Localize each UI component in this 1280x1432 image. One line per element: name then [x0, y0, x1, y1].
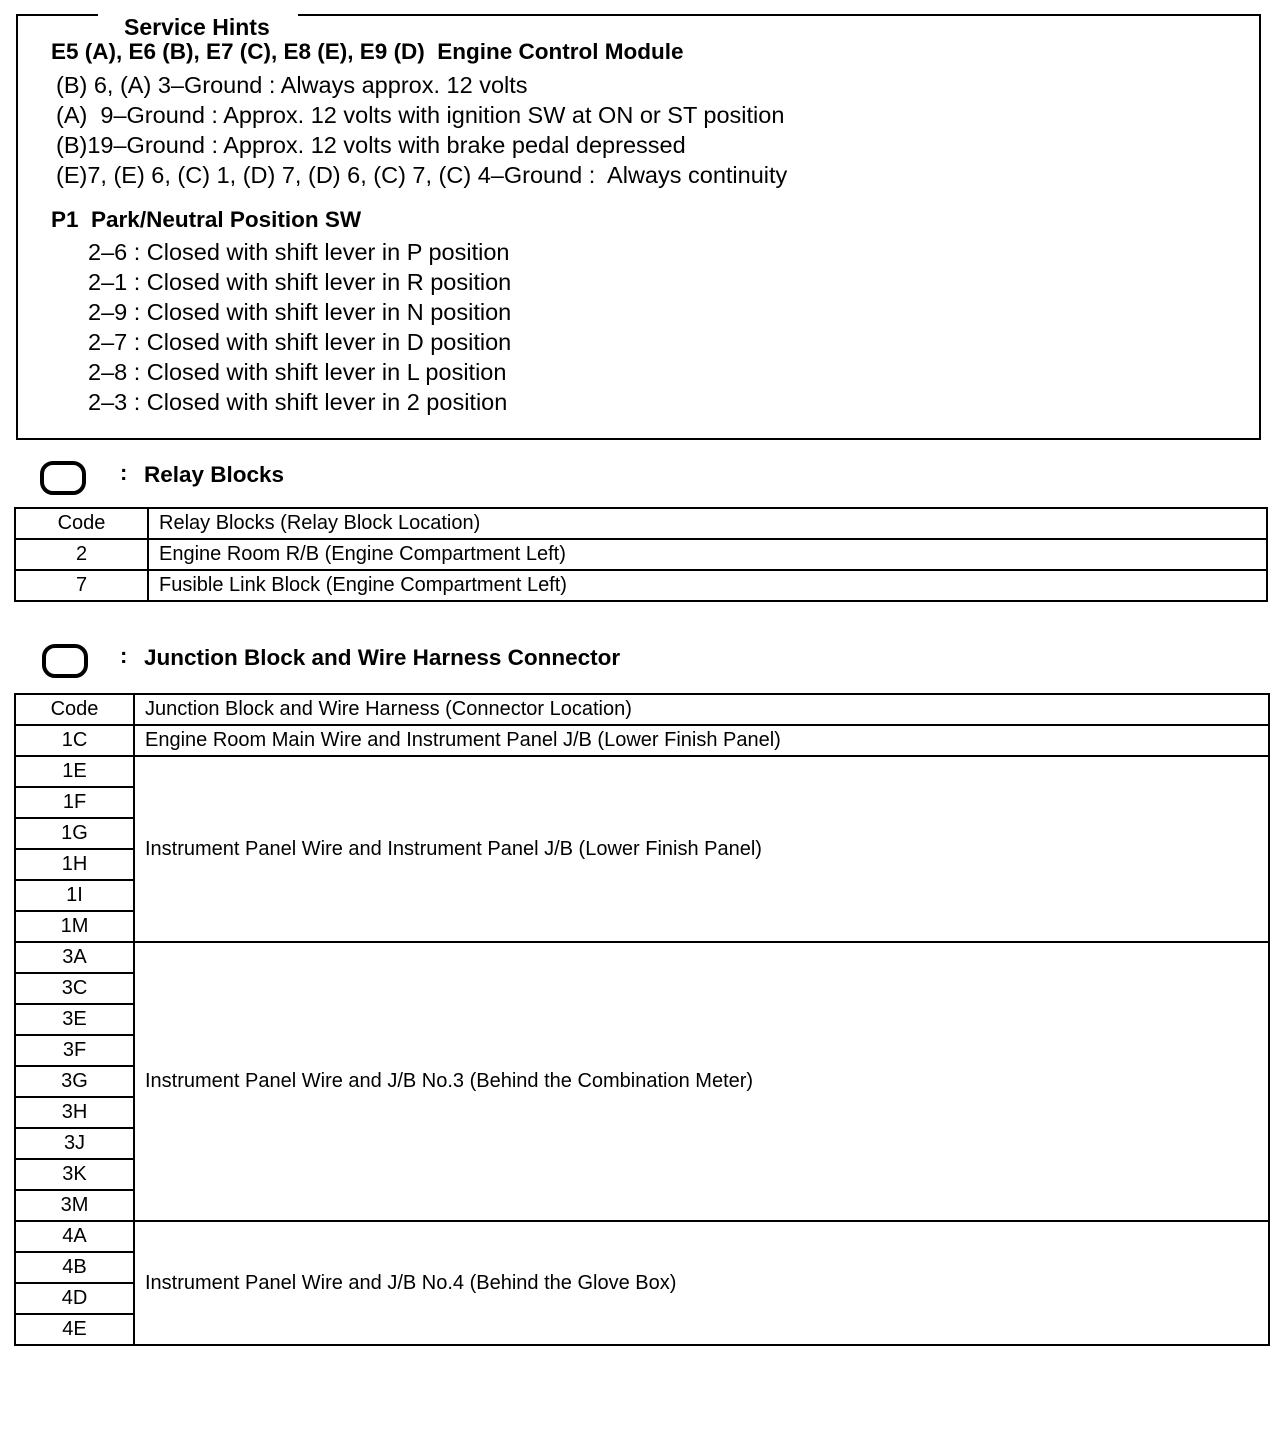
connector-code-cell: 4A: [15, 1221, 134, 1252]
location-header: Junction Block and Wire Harness (Connector Location): [134, 694, 1269, 725]
relay-blocks-title: Relay Blocks: [144, 462, 285, 487]
table-row: [15, 570, 1267, 601]
p1-heading: P1 Park/Neutral Position SW: [51, 207, 362, 232]
connector-code-cell: 4E: [15, 1314, 134, 1345]
service-hints-box: [16, 14, 1261, 440]
connector-code-cell: 3A: [15, 942, 134, 973]
connector-code-cell: 1F: [15, 787, 134, 818]
connector-code-cell: 3H: [15, 1097, 134, 1128]
connector-code-cell: 3E: [15, 1004, 134, 1035]
junction-block-symbol-icon: [42, 644, 88, 678]
relay-code-cell: 2: [15, 539, 148, 570]
relay-blocks-table: [14, 507, 1268, 602]
junction-blocks-colon: :: [120, 643, 128, 668]
connector-location-cell: Instrument Panel Wire and J/B No.4 (Behind the Glove Box): [134, 1221, 1269, 1345]
connector-code-cell: 1G: [15, 818, 134, 849]
connector-code-cell: 3K: [15, 1159, 134, 1190]
junction-blocks-table: [14, 693, 1270, 1346]
connector-code-cell: 1M: [15, 911, 134, 942]
code-header: Code: [15, 508, 148, 539]
connector-code-cell: 3G: [15, 1066, 134, 1097]
ecm-hint-line: (B) 6, (A) 3–Ground : Always approx. 12 volts: [56, 72, 528, 98]
connector-code-cell: 1I: [15, 880, 134, 911]
ecm-hint-line: (A) 9–Ground : Approx. 12 volts with ignition SW at ON or ST position: [56, 102, 785, 128]
table-row: [15, 539, 1267, 570]
ecm-heading: E5 (A), E6 (B), E7 (C), E8 (E), E9 (D) Engine Control Module: [51, 39, 684, 64]
connector-code-cell: 1E: [15, 756, 134, 787]
connector-location-cell: Instrument Panel Wire and Instrument Panel J/B (Lower Finish Panel): [134, 756, 1269, 942]
p1-hint-line: 2–8 : Closed with shift lever in L position: [88, 359, 507, 385]
p1-hint-line: 2–7 : Closed with shift lever in D position: [88, 329, 512, 355]
table-row: [15, 756, 1269, 787]
connector-code-cell: 1H: [15, 849, 134, 880]
connector-code-cell: 4D: [15, 1283, 134, 1314]
ecm-hint-line: (B)19–Ground : Approx. 12 volts with brake pedal depressed: [56, 132, 686, 158]
table-row: [15, 725, 1269, 756]
table-row: [15, 942, 1269, 973]
p1-hint-line: 2–3 : Closed with shift lever in 2 position: [88, 389, 508, 415]
table-header-row: [15, 508, 1267, 539]
p1-hint-line: 2–6 : Closed with shift lever in P position: [88, 239, 510, 265]
table-header-row: [15, 694, 1269, 725]
connector-location-cell: Instrument Panel Wire and J/B No.3 (Behind the Combination Meter): [134, 942, 1269, 1221]
relay-block-symbol-icon: [40, 461, 86, 495]
connector-code-cell: 3M: [15, 1190, 134, 1221]
service-hints-legend: Service Hints: [98, 14, 298, 40]
location-header: Relay Blocks (Relay Block Location): [148, 508, 1267, 539]
relay-location-cell: Fusible Link Block (Engine Compartment Left): [148, 570, 1267, 601]
relay-location-cell: Engine Room R/B (Engine Compartment Left): [148, 539, 1267, 570]
connector-code-cell: 4B: [15, 1252, 134, 1283]
connector-code-cell: 1C: [15, 725, 134, 756]
connector-location-cell: Engine Room Main Wire and Instrument Panel J/B (Lower Finish Panel): [134, 725, 1269, 756]
connector-code-cell: 3J: [15, 1128, 134, 1159]
ecm-hint-line: (E)7, (E) 6, (C) 1, (D) 7, (D) 6, (C) 7, (C) 4–Ground : Always continuity: [56, 162, 788, 188]
connector-code-cell: 3F: [15, 1035, 134, 1066]
junction-blocks-title: Junction Block and Wire Harness Connector: [144, 645, 621, 670]
table-row: [15, 1221, 1269, 1252]
relay-blocks-colon: :: [120, 460, 128, 485]
code-header: Code: [15, 694, 134, 725]
connector-code-cell: 3C: [15, 973, 134, 1004]
relay-code-cell: 7: [15, 570, 148, 601]
p1-hint-line: 2–9 : Closed with shift lever in N position: [88, 299, 512, 325]
p1-hint-line: 2–1 : Closed with shift lever in R position: [88, 269, 512, 295]
